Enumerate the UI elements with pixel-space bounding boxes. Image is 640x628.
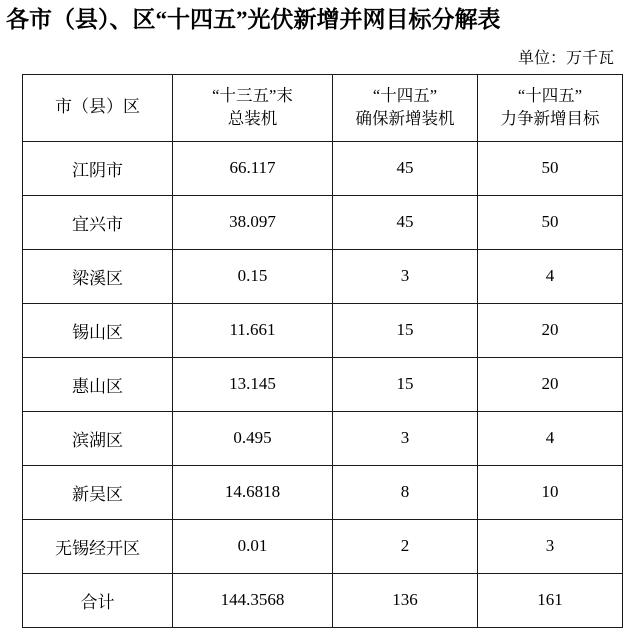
cell-region: 宜兴市 (23, 195, 173, 249)
cell-strive-145: 10 (478, 465, 623, 519)
cell-end-135: 66.117 (173, 141, 333, 195)
table-row (23, 411, 623, 465)
table-row (23, 195, 623, 249)
cell-strive-145: 50 (478, 141, 623, 195)
cell-end-135: 0.495 (173, 411, 333, 465)
table-row (23, 357, 623, 411)
cell-region: 滨湖区 (23, 411, 173, 465)
column-header-region (23, 74, 173, 141)
cell-strive-145: 4 (478, 411, 623, 465)
cell-ensure-145: 136 (333, 573, 478, 627)
cell-ensure-145: 15 (333, 357, 478, 411)
column-header-end-135-line2: 总装机 (227, 108, 278, 128)
table-container (0, 74, 640, 628)
table-row (23, 519, 623, 573)
cell-end-135: 13.145 (173, 357, 333, 411)
cell-region: 惠山区 (23, 357, 173, 411)
cell-ensure-145: 15 (333, 303, 478, 357)
table-body (23, 141, 623, 627)
column-header-end-135 (173, 74, 333, 141)
cell-end-135: 38.097 (173, 195, 333, 249)
cell-end-135: 0.15 (173, 249, 333, 303)
cell-ensure-145: 8 (333, 465, 478, 519)
column-header-strive-145-line2: 力争新增目标 (500, 108, 600, 128)
table-row (23, 249, 623, 303)
column-header-strive-145 (478, 74, 623, 141)
cell-strive-145: 20 (478, 357, 623, 411)
cell-region: 梁溪区 (23, 249, 173, 303)
column-header-ensure-145-line2: 确保新增装机 (355, 108, 455, 128)
cell-ensure-145: 3 (333, 411, 478, 465)
cell-region: 无锡经开区 (23, 519, 173, 573)
column-header-strive-145-line1: “十四五” (517, 86, 583, 106)
cell-region: 新吴区 (23, 465, 173, 519)
table-header (23, 74, 623, 141)
column-header-end-135-line1: “十三五”末 (212, 86, 293, 106)
cell-ensure-145: 3 (333, 249, 478, 303)
table-row (23, 303, 623, 357)
cell-strive-145: 3 (478, 519, 623, 573)
unit-note: 单位：万千瓦 (517, 49, 614, 67)
pv-target-table (22, 74, 623, 628)
cell-end-135: 144.3568 (173, 573, 333, 627)
cell-ensure-145: 45 (333, 141, 478, 195)
cell-region: 锡山区 (23, 303, 173, 357)
cell-strive-145: 161 (478, 573, 623, 627)
cell-end-135: 0.01 (173, 519, 333, 573)
cell-region: 江阴市 (23, 141, 173, 195)
cell-strive-145: 20 (478, 303, 623, 357)
cell-ensure-145: 45 (333, 195, 478, 249)
table-row (23, 141, 623, 195)
cell-strive-145: 50 (478, 195, 623, 249)
cell-end-135: 14.6818 (173, 465, 333, 519)
page-title: 各市（县）、区“十四五”光伏新增并网目标分解表 (6, 7, 501, 32)
table-row-total (23, 573, 623, 627)
table-row (23, 465, 623, 519)
table-header-row (23, 74, 623, 141)
cell-region: 合计 (23, 573, 173, 627)
column-header-ensure-145 (333, 74, 478, 141)
column-header-region-line1: 市（县）区 (55, 97, 140, 117)
cell-end-135: 11.661 (173, 303, 333, 357)
column-header-ensure-145-line1: “十四五” (372, 86, 438, 106)
cell-strive-145: 4 (478, 249, 623, 303)
cell-ensure-145: 2 (333, 519, 478, 573)
